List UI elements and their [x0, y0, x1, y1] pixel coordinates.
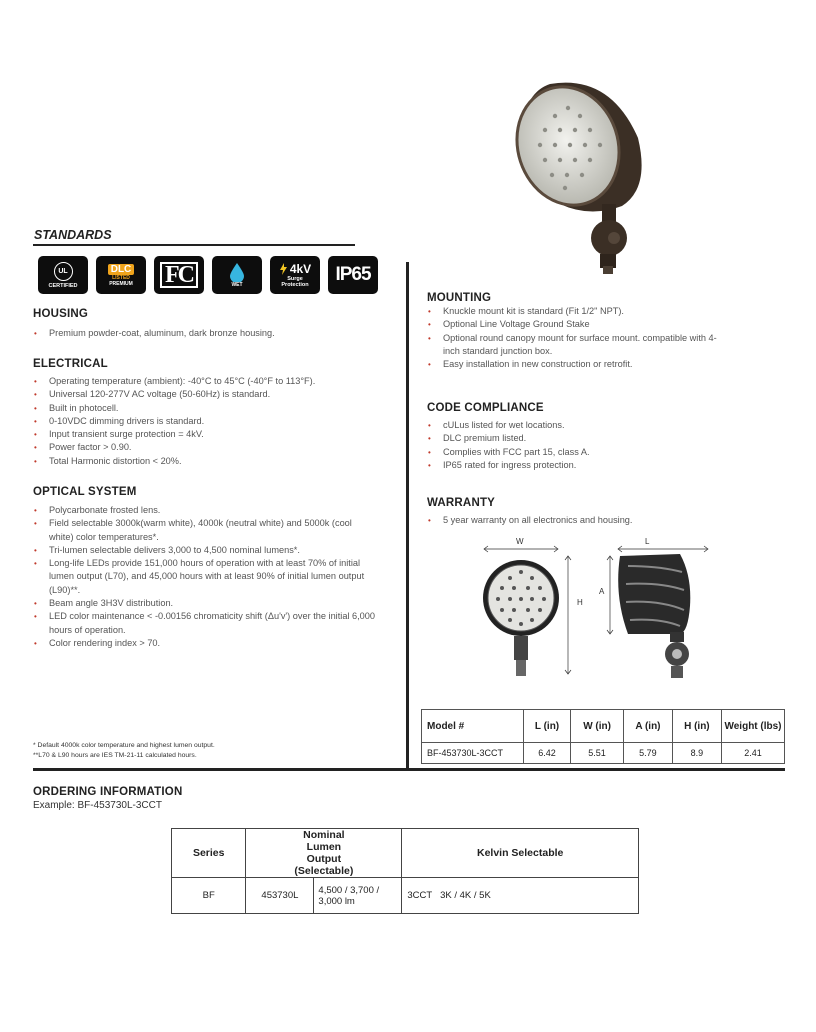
- list-item: • Knuckle mount kit is standard (Fit 1/2" NPT).: [427, 305, 727, 318]
- cell-lumen-code: 453730L: [246, 878, 314, 914]
- list-item: • 5 year warranty on all electronics and housing.: [427, 514, 727, 527]
- dimension-diagram: [470, 536, 720, 686]
- table-row: [422, 743, 785, 764]
- mounting-title: MOUNTING: [427, 292, 492, 304]
- surge-caption-2: Protection: [281, 282, 309, 288]
- list-item: • Beam angle 3H3V distribution.: [33, 597, 378, 610]
- product-photo: [510, 78, 650, 278]
- footnote-lumen-hours: **L70 & L90 hours are IES TM-21-11 calculated hours.: [33, 752, 197, 759]
- list-item: • Optional round canopy mount for surface mount. compatible with 4-inch standard junction box.: [427, 332, 727, 359]
- cell-weight: 2.41: [722, 743, 785, 764]
- kelvin-code: 3CCT: [407, 890, 433, 901]
- cell-lumen-values: 4,500 / 3,700 / 3,000 lm: [314, 878, 402, 914]
- surge-caption: Surge: [287, 276, 303, 282]
- wet-location-icon: [212, 256, 262, 294]
- code-compliance-list: [427, 419, 727, 472]
- fcc-mark: FC: [160, 262, 198, 288]
- dimensions-table: [421, 709, 785, 764]
- surge-value: 4kV: [289, 262, 312, 276]
- list-item: • Operating temperature (ambient): -40°C to 45°C (-40°F to 113°F).: [33, 375, 393, 388]
- wet-caption: WET: [231, 282, 243, 288]
- ip65-mark: IP65: [335, 264, 371, 285]
- list-item: • Easy installation in new construction or retrofit.: [427, 358, 727, 371]
- ul-mark: UL: [54, 262, 73, 281]
- list-item: • Optional Line Voltage Ground Stake: [427, 318, 727, 331]
- ul-certified-icon: [38, 256, 88, 294]
- cell-width: 5.51: [571, 743, 624, 764]
- warranty-title: WARRANTY: [427, 497, 496, 509]
- a-dimension-label: A: [599, 587, 605, 596]
- list-item: • Color rendering index > 70.: [33, 637, 378, 650]
- electrical-title: ELECTRICAL: [33, 358, 108, 370]
- lightning-icon: [279, 263, 288, 275]
- list-item: • LED color maintenance < -0.00156 chromaticity shift (Δu'v') over the initial 6,000 hours of operation.: [33, 610, 378, 637]
- surge-protection-icon: [270, 256, 320, 294]
- cell-height: 8.9: [672, 743, 721, 764]
- list-item: • Input transient surge protection = 4kV.: [33, 428, 393, 441]
- header-model: Model #: [422, 710, 524, 743]
- list-item: • IP65 rated for ingress protection.: [427, 459, 727, 472]
- column-divider: [406, 262, 409, 768]
- list-item: • DLC premium listed.: [427, 432, 727, 445]
- section-divider: [33, 768, 785, 771]
- list-item: • Total Harmonic distortion < 20%.: [33, 455, 393, 468]
- cell-kelvin: [402, 878, 639, 914]
- electrical-list: [33, 375, 393, 468]
- fcc-icon: [154, 256, 204, 294]
- ordering-table: [171, 828, 639, 914]
- ul-caption: CERTIFIED: [48, 282, 78, 289]
- dlc-listed: LISTED: [112, 274, 130, 281]
- header-width: W (in): [571, 710, 624, 743]
- warranty-list: [427, 514, 727, 527]
- ordering-title: ORDERING INFORMATION: [33, 786, 183, 798]
- list-item: • 0-10VDC dimming drivers is standard.: [33, 415, 393, 428]
- certification-badges: [38, 256, 378, 294]
- header-series: Series: [172, 829, 246, 878]
- cell-model: BF-453730L-3CCT: [422, 743, 524, 764]
- cell-series: BF: [172, 878, 246, 914]
- list-item: • Power factor > 0.90.: [33, 441, 393, 454]
- ip65-icon: [328, 256, 378, 294]
- housing-list: [33, 327, 393, 340]
- standards-title: STANDARDS: [34, 228, 112, 242]
- list-item: • Built in photocell.: [33, 402, 393, 415]
- optical-list: [33, 504, 378, 650]
- header-length: L (in): [524, 710, 571, 743]
- list-item: • cULus listed for wet locations.: [427, 419, 727, 432]
- water-drop-icon: [229, 262, 245, 282]
- list-item: • Complies with FCC part 15, class A.: [427, 446, 727, 459]
- width-label: W: [516, 537, 524, 546]
- ordering-example: Example: BF-453730L-3CCT: [33, 800, 162, 811]
- dlc-mark: DLC: [108, 264, 135, 275]
- header-a: A (in): [624, 710, 673, 743]
- standards-divider: [33, 244, 355, 246]
- header-kelvin: Kelvin Selectable: [402, 829, 639, 878]
- kelvin-values: 3K / 4K / 5K: [440, 890, 491, 901]
- footnote-color-temp: * Default 4000k color temperature and highest lumen output.: [33, 742, 215, 749]
- height-label: H: [577, 598, 583, 607]
- housing-title: HOUSING: [33, 308, 89, 320]
- dlc-premium-icon: [96, 256, 146, 294]
- list-item: • Polycarbonate frosted lens.: [33, 504, 378, 517]
- dlc-premium: PREMIUM: [109, 280, 133, 287]
- cell-length: 6.42: [524, 743, 571, 764]
- table-row: [172, 878, 639, 914]
- mounting-list: [427, 305, 727, 371]
- header-weight: Weight (lbs): [722, 710, 785, 743]
- cell-a: 5.79: [624, 743, 673, 764]
- list-item: • Field selectable 3000k(warm white), 4000k (neutral white) and 5000k (cool white) color temperatures*.: [33, 517, 378, 544]
- optical-title: OPTICAL SYSTEM: [33, 486, 137, 498]
- table-header-row: [172, 829, 639, 878]
- header-height: H (in): [672, 710, 721, 743]
- list-item: • Long-life LEDs provide 151,000 hours of operation with at least 70% of initial lumen output (L70), and 45,000 hours with at least 90% of initial lumen output (L90)**.: [33, 557, 378, 597]
- header-lumen: Nominal Lumen Output (Selectable): [246, 829, 402, 878]
- list-item: • Universal 120-277V AC voltage (50-60Hz) is standard.: [33, 388, 393, 401]
- table-header-row: [422, 710, 785, 743]
- list-item: • Premium powder-coat, aluminum, dark bronze housing.: [33, 327, 393, 340]
- list-item: • Tri-lumen selectable delivers 3,000 to 4,500 nominal lumens*.: [33, 544, 378, 557]
- code-compliance-title: CODE COMPLIANCE: [427, 402, 544, 414]
- length-label: L: [645, 537, 650, 546]
